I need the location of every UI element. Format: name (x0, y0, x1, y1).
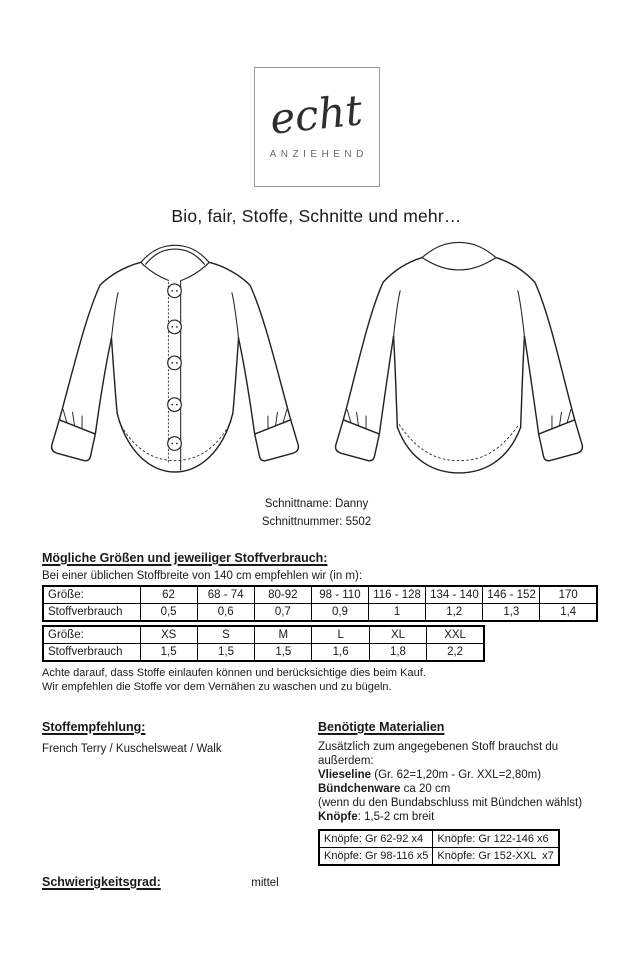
brand-logo (254, 67, 380, 187)
size-cell: 116 - 128 (369, 586, 426, 604)
kids-sizes-table (42, 585, 598, 622)
buttons-cell: Knöpfe: Gr 122-146 x6 (433, 830, 559, 848)
sizes-section (42, 549, 598, 694)
size-cell: L (312, 626, 369, 644)
buttons-count-table (318, 829, 560, 866)
usage-cell: 1,6 (312, 644, 369, 662)
usage-cell: 0,7 (254, 604, 311, 622)
size-cell: S (197, 626, 254, 644)
usage-cell: 0,9 (311, 604, 368, 622)
usage-cell: 1 (369, 604, 426, 622)
jacket-back-drawing-icon (330, 241, 588, 481)
table-row (43, 586, 597, 604)
materials-section-heading: Benötigte Materialien (318, 720, 445, 734)
difficulty-value: mittel (251, 877, 279, 889)
usage-cell: 1,5 (140, 644, 197, 662)
pattern-identification (0, 495, 633, 531)
usage-cell: 1,4 (540, 604, 597, 622)
size-cell: 62 (140, 586, 197, 604)
buttons-cell: Knöpfe: Gr 98-116 x5 (319, 848, 433, 866)
usage-cell: 1,5 (197, 644, 254, 662)
materials-section (318, 718, 598, 866)
size-cell: 68 - 74 (197, 586, 254, 604)
size-cell: 98 - 110 (311, 586, 368, 604)
table-row (43, 626, 484, 644)
row-label: Stoffverbrauch (43, 644, 140, 662)
row-label: Größe: (43, 626, 140, 644)
buttons-cell: Knöpfe: Gr 62-92 x4 (319, 830, 433, 848)
fabric-section-heading: Stoffempfehlung: (42, 720, 146, 734)
size-cell: 170 (540, 586, 597, 604)
fabric-width-note: Bei einer üblichen Stoffbreite von 140 cm empfehlen wir (in m): (42, 570, 363, 582)
difficulty-heading: Schwierigkeitsgrad: (42, 875, 161, 889)
table-row (319, 848, 559, 866)
size-cell: M (255, 626, 312, 644)
sizes-section-heading: Mögliche Größen und jeweiliger Stoffverbrauch: (42, 551, 328, 565)
jacket-front-drawing-icon (46, 241, 304, 481)
usage-cell: 0,5 (140, 604, 197, 622)
size-cell: XS (140, 626, 197, 644)
brand-logo-subtext: ANZIEHEND (269, 149, 368, 160)
row-label: Stoffverbrauch (43, 604, 140, 622)
material-item: Bündchenware ca 20 cm (318, 783, 451, 795)
buttons-cell: Knöpfe: Gr 152-XXL x7 (433, 848, 559, 866)
size-cell: 134 - 140 (426, 586, 483, 604)
material-item: (wenn du den Bundabschluss mit Bündchen wählst) (318, 797, 583, 809)
fabric-recommendation-value: French Terry / Kuschelsweat / Walk (42, 743, 222, 755)
note-line: Wir empfehlen die Stoffe vor dem Vernähen zu waschen und zu bügeln. (42, 680, 392, 693)
adult-sizes-table (42, 625, 485, 662)
row-label: Größe: (43, 586, 140, 604)
usage-cell: 1,3 (483, 604, 540, 622)
materials-intro: Zusätzlich zum angegebenen Stoff brauchst du außerdem: (318, 741, 559, 767)
material-item: Vlieseline (Gr. 62=1,20m - Gr. XXL=2,80m) (318, 769, 542, 781)
table-row (319, 830, 559, 848)
size-cell: 146 - 152 (483, 586, 540, 604)
size-cell: XXL (427, 626, 484, 644)
usage-cell: 1,8 (369, 644, 426, 662)
usage-cell: 1,5 (255, 644, 312, 662)
pattern-number: Schnittnummer: 5502 (261, 516, 372, 528)
fabric-recommendation-section (42, 718, 318, 866)
size-cell: XL (369, 626, 426, 644)
table-row (43, 644, 484, 662)
shrinkage-notes (42, 667, 598, 694)
usage-cell: 2,2 (427, 644, 484, 662)
difficulty-section (42, 873, 598, 891)
brand-logo-script-text: echt (267, 85, 365, 144)
pattern-name: Schnittname: Danny (264, 498, 369, 510)
note-line: Achte darauf, dass Stoffe einlaufen können und berücksichtige dies beim Kauf. (42, 667, 426, 679)
pattern-info-page (0, 67, 633, 980)
table-row (43, 604, 597, 622)
brand-tagline: Bio, fair, Stoffe, Schnitte und mehr… (171, 206, 462, 226)
size-cell: 80-92 (254, 586, 311, 604)
usage-cell: 0,6 (197, 604, 254, 622)
material-item: Knöpfe: 1,5-2 cm breit (318, 811, 435, 823)
usage-cell: 1,2 (426, 604, 483, 622)
technical-drawings (0, 241, 633, 481)
